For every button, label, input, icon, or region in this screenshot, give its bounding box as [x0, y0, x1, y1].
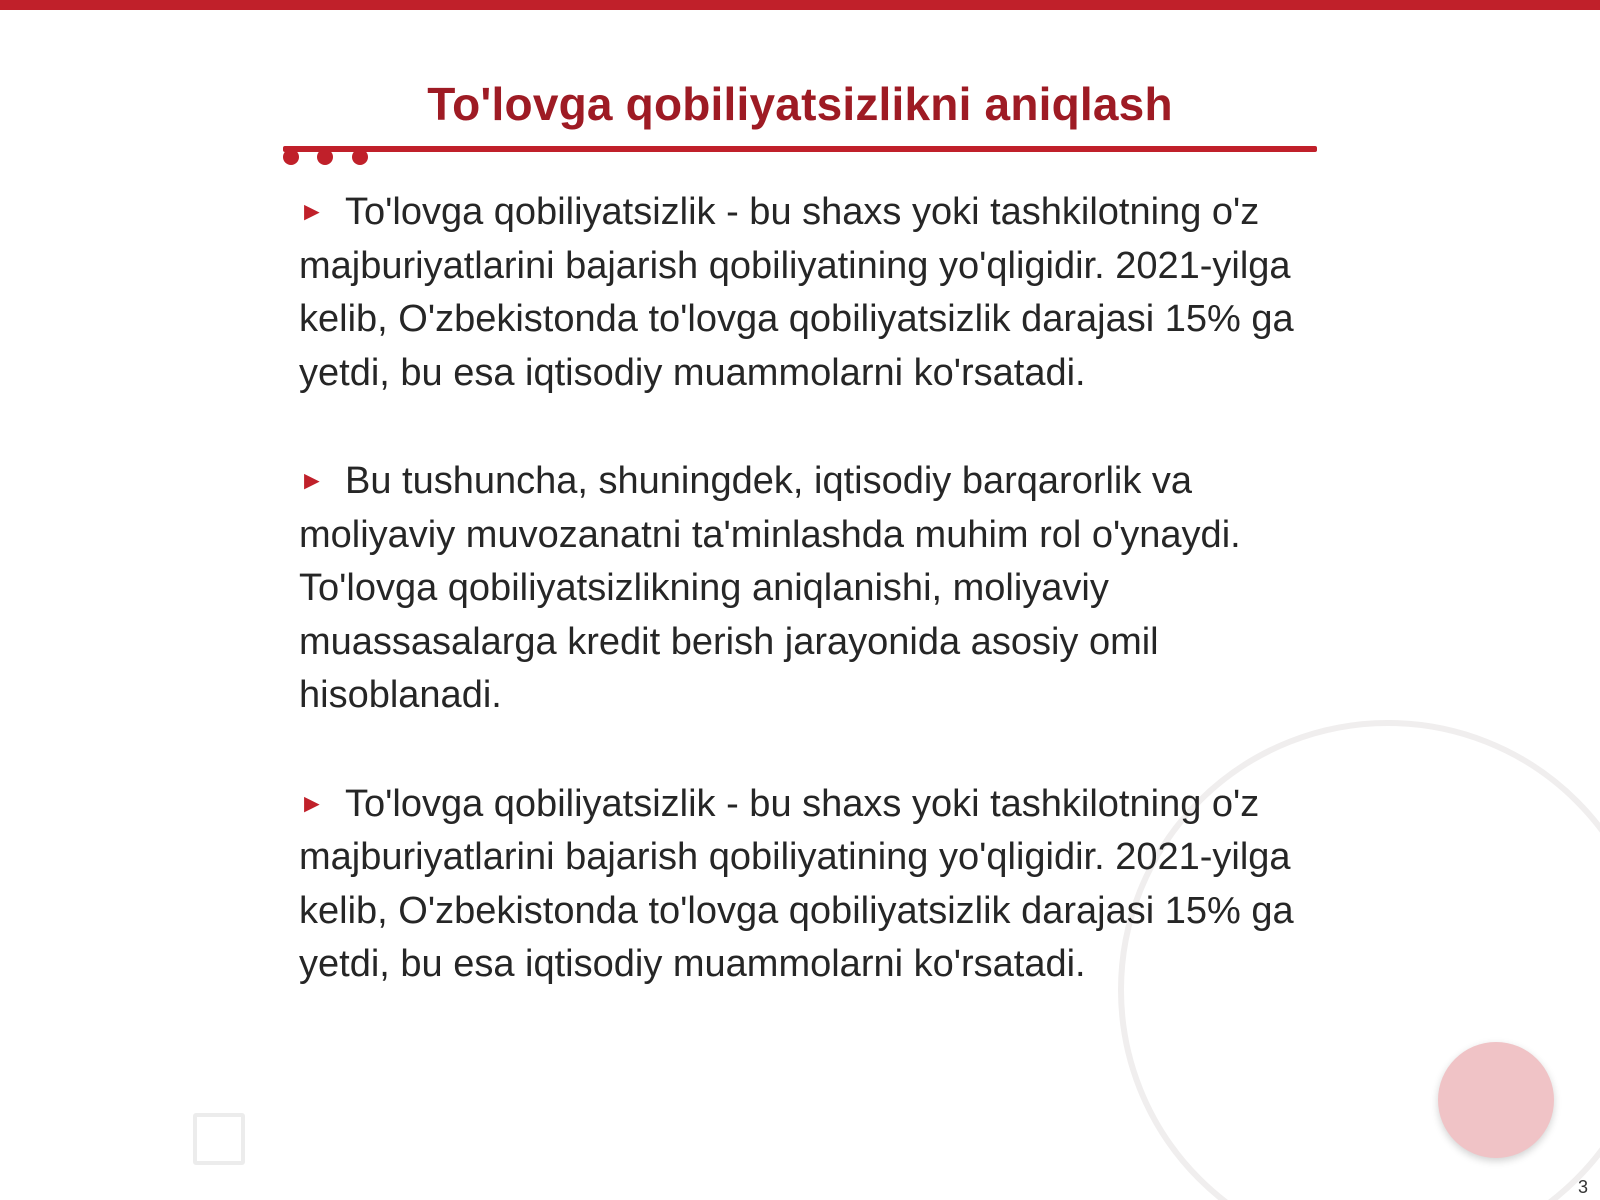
bullet-triangle-icon: ►: [299, 465, 325, 495]
top-accent-bar: [0, 0, 1600, 10]
paragraph-text: To'lovga qobiliyatsizlik - bu shaxs yoki tashkilotning o'z majburiyatlarini bajarish qobiliyatining yo'qligidir. 2021-yilga kelib, O'zbekistonda to'lovga qobiliyatsizlik darajasi 15% ga yetdi, bu esa iqtisodiy muammolarni ko'rsatadi.: [299, 782, 1294, 985]
decor-pink-circle: [1438, 1042, 1554, 1158]
paragraph-text: To'lovga qobiliyatsizlik - bu shaxs yoki tashkilotning o'z majburiyatlarini bajarish qobiliyatining yo'qligidir. 2021-yilga kelib, O'zbekistonda to'lovga qobiliyatsizlik darajasi 15% ga yetdi, bu esa iqtisodiy muammolarni ko'rsatadi.: [299, 191, 1294, 394]
bullet-list: [299, 185, 1319, 992]
bullet-triangle-icon: ►: [299, 196, 325, 226]
bullet-paragraph: [299, 185, 1319, 400]
page-number: 3: [1577, 1177, 1588, 1197]
title-underline: [283, 146, 1317, 152]
slide-title: To'lovga qobiliyatsizlikni aniqlash: [427, 78, 1173, 130]
decor-square: [193, 1113, 245, 1165]
decor-dot: [283, 149, 299, 165]
decor-dot: [317, 149, 333, 165]
paragraph-text: Bu tushuncha, shuningdek, iqtisodiy barqarorlik va moliyaviy muvozanatni ta'minlashda muhim rol o'ynaydi. To'lovga qobiliyatsizlikning aniqlanishi, moliyaviy muassasalarga kredit berish jarayonida asosiy omil hisoblanadi.: [299, 460, 1241, 716]
bullet-paragraph: [299, 777, 1319, 992]
bullet-triangle-icon: ►: [299, 787, 325, 818]
bullet-paragraph: [299, 454, 1319, 723]
decor-dot: [352, 149, 368, 165]
